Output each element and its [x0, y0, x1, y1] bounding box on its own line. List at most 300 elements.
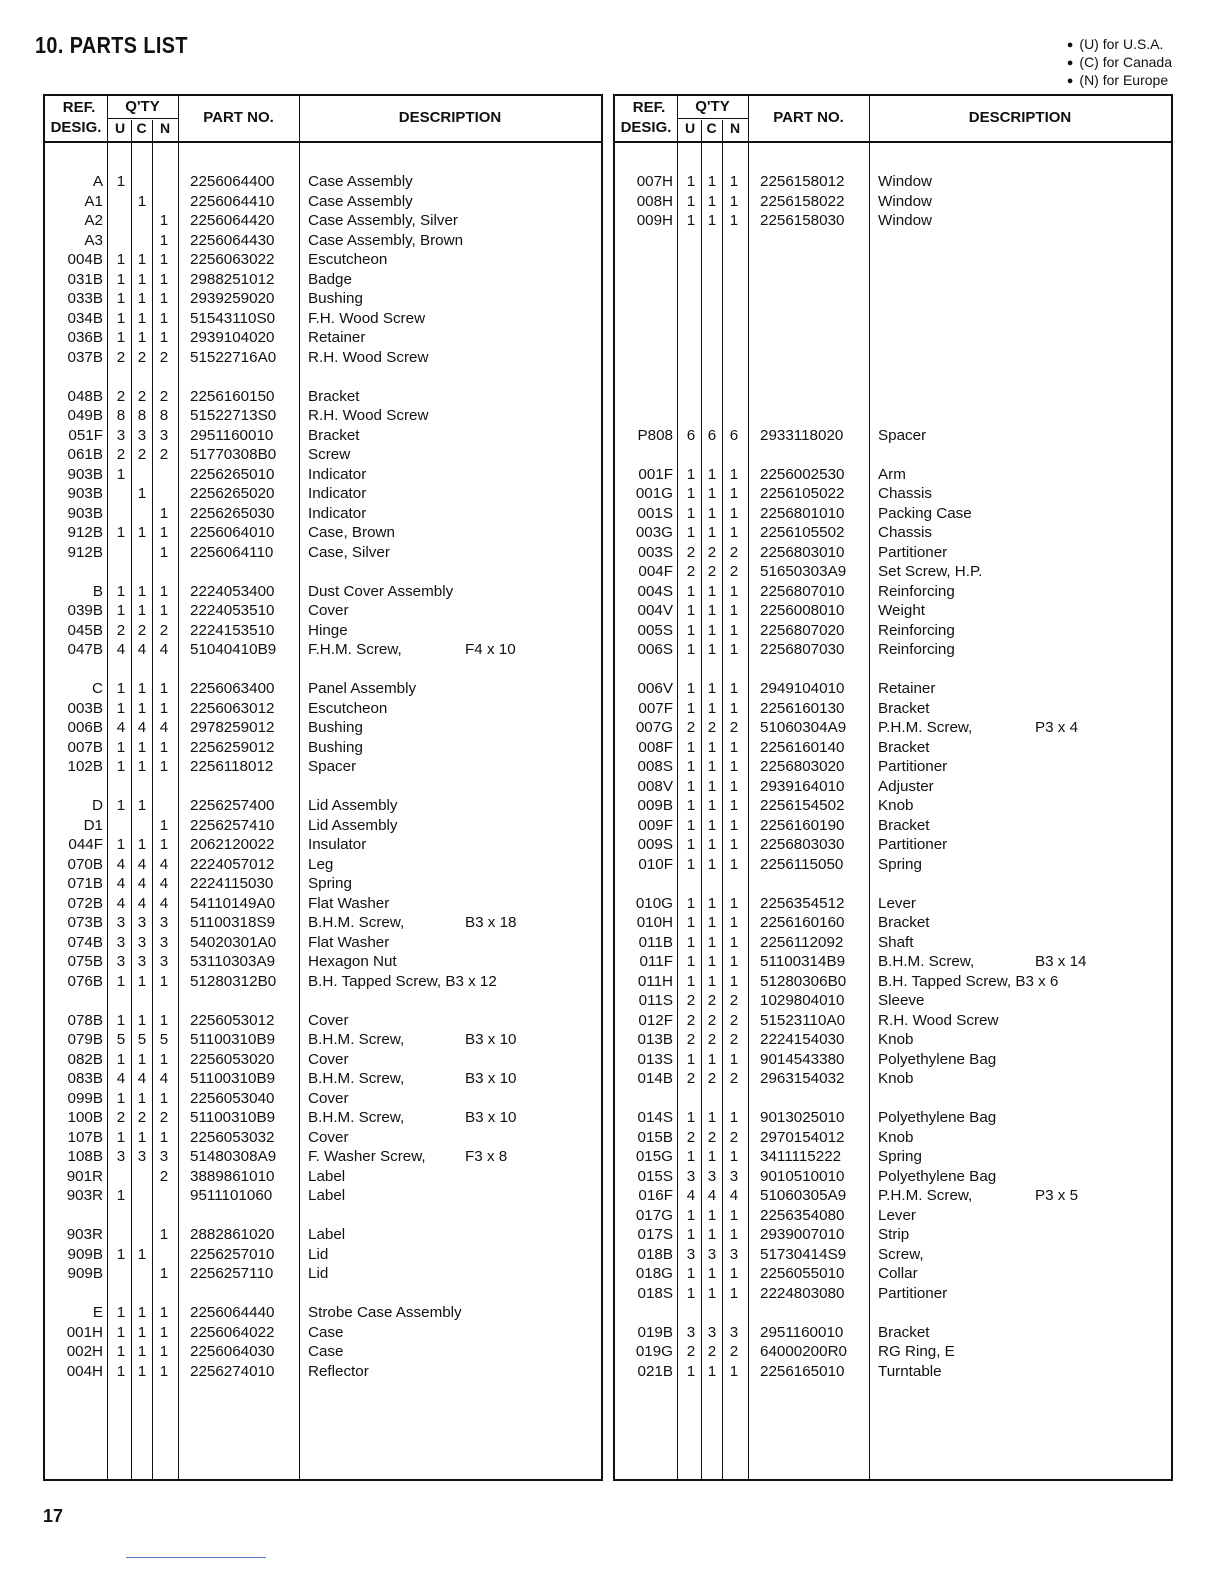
qty-c: 3	[707, 1245, 717, 1263]
part-number: 9511101060	[190, 1187, 273, 1204]
qty-c: 1	[707, 758, 717, 775]
qty-c: 1	[707, 504, 717, 522]
qty-u: 4	[116, 1070, 126, 1087]
ref-desig: 002H	[66, 1343, 103, 1360]
part-number: 51100318S9	[190, 914, 276, 931]
description: Chassis	[878, 485, 933, 502]
part-number: 2256053020	[190, 1050, 275, 1068]
part-number: 2256265020	[190, 485, 275, 502]
table-row	[45, 504, 601, 524]
qty-c: 4	[137, 641, 147, 658]
description: B.H.M. Screw,	[308, 1031, 405, 1048]
description: Polyethylene Bag	[878, 1167, 997, 1185]
qty-u: 2	[686, 1031, 696, 1048]
qty-n: 1	[159, 972, 169, 990]
table-row	[45, 1362, 601, 1382]
qty-n: 1	[729, 1362, 739, 1380]
qty-c: 1	[137, 758, 147, 775]
legend-europe: ● (N) for Europe	[1067, 72, 1172, 90]
description: Chassis	[878, 524, 933, 541]
table-row	[45, 406, 601, 426]
qty-u: 1	[686, 1362, 696, 1380]
qty-n: 2	[729, 1070, 739, 1087]
table-row	[45, 1108, 601, 1128]
qty-c: 2	[707, 1343, 717, 1360]
table-row	[615, 1206, 1171, 1226]
description: Arm	[878, 465, 906, 483]
qty-n: 2	[159, 348, 169, 366]
part-number: 51060305A9	[760, 1187, 847, 1204]
qty-n: 1	[729, 680, 739, 697]
table-row	[615, 426, 1171, 446]
part-number: 64000200R0	[760, 1343, 847, 1360]
qty-n: 3	[729, 1323, 739, 1341]
qty-c: 5	[137, 1031, 147, 1048]
header-description: DESCRIPTION	[398, 109, 502, 126]
ref-desig: 007G	[635, 719, 673, 736]
ref-desig: 004H	[66, 1362, 103, 1380]
description: Badge	[308, 270, 352, 288]
description: Reinforcing	[878, 582, 955, 600]
qty-c: 3	[707, 1167, 717, 1185]
part-number: 51480308A9	[190, 1148, 277, 1165]
qty-c: 1	[707, 602, 717, 619]
part-number: 2939259020	[190, 290, 275, 307]
part-number: 2256257010	[190, 1245, 275, 1263]
ref-desig: 014S	[637, 1109, 673, 1126]
qty-c: 1	[707, 621, 717, 639]
table-row	[615, 192, 1171, 212]
qty-u: 1	[116, 699, 126, 717]
qty-u: 4	[116, 719, 126, 736]
description: Lid	[308, 1245, 329, 1263]
qty-n: 1	[729, 758, 739, 775]
ref-desig: 001S	[637, 504, 673, 522]
qty-n: 3	[159, 1148, 169, 1165]
ref-desig: 004F	[638, 563, 673, 580]
qty-u: 1	[686, 933, 696, 951]
qty-n: 6	[729, 426, 739, 444]
table-row	[45, 543, 601, 563]
ref-desig: 072B	[67, 894, 103, 912]
spec: B3 x 10	[465, 1070, 517, 1087]
ref-desig: 007B	[67, 738, 103, 756]
part-number: 2256801010	[760, 504, 845, 522]
qty-n: 1	[159, 504, 169, 522]
qty-c: 1	[137, 329, 147, 346]
part-number: 2224053400	[190, 582, 275, 600]
qty-n: 1	[159, 1265, 169, 1282]
qty-c: 2	[137, 446, 147, 463]
header-c: C	[136, 120, 147, 136]
ref-desig: D1	[83, 816, 103, 834]
qty-u: 2	[686, 1011, 696, 1029]
table-header	[45, 96, 601, 143]
table-row	[615, 777, 1171, 797]
ref-desig: 078B	[67, 1011, 103, 1029]
table-row	[615, 504, 1171, 524]
description: Label	[308, 1226, 346, 1243]
qty-n: 1	[729, 1284, 739, 1302]
table-row	[45, 718, 601, 738]
table-row	[615, 211, 1171, 231]
header-qty: Q'TY	[125, 98, 160, 115]
table-row	[615, 1186, 1171, 1206]
qty-c: 1	[707, 485, 717, 502]
part-number: 2256354080	[760, 1206, 845, 1224]
qty-u: 8	[116, 407, 126, 424]
legend-canada: ● (C) for Canada	[1067, 54, 1172, 72]
qty-u: 3	[116, 953, 126, 970]
table-row	[45, 933, 601, 953]
part-number: 2256160130	[760, 699, 845, 717]
qty-u: 1	[116, 1304, 126, 1321]
table-row	[45, 328, 601, 348]
qty-n: 1	[729, 933, 739, 951]
table-row	[45, 426, 601, 446]
ref-desig: 049B	[67, 407, 103, 424]
description: Bushing	[308, 738, 363, 756]
description: Flat Washer	[308, 894, 390, 912]
description: B.H.M. Screw,	[308, 1109, 405, 1126]
header-u: U	[114, 120, 126, 136]
part-number: 2256064410	[190, 192, 275, 210]
description: Cover	[308, 1128, 349, 1146]
qty-u: 3	[116, 933, 126, 951]
qty-c: 1	[137, 680, 147, 697]
part-number: 2256064420	[190, 212, 275, 229]
table-row	[615, 1167, 1171, 1187]
qty-u: 3	[116, 1148, 126, 1165]
table-row	[615, 621, 1171, 641]
description: Hexagon Nut	[308, 953, 397, 970]
table-row	[45, 1069, 601, 1089]
part-number: 2963154032	[760, 1070, 845, 1087]
ref-desig: 070B	[67, 855, 103, 873]
parts-table-left	[43, 94, 603, 1481]
ref-desig: A2	[84, 212, 103, 229]
table-row	[615, 972, 1171, 992]
part-number: 2256158030	[760, 212, 845, 229]
description: Window	[878, 192, 933, 210]
description: Cover	[308, 1011, 349, 1029]
description: R.H. Wood Screw	[878, 1011, 999, 1029]
table-row	[615, 601, 1171, 621]
ref-desig: 004B	[67, 251, 103, 268]
qty-n: 1	[159, 1128, 169, 1146]
table-row	[45, 582, 601, 602]
qty-u: 1	[116, 1089, 126, 1107]
table-header	[615, 96, 1171, 143]
description: Adjuster	[878, 777, 934, 795]
header-divider	[107, 118, 178, 119]
qty-n: 2	[159, 1109, 169, 1126]
qty-n: 1	[159, 212, 169, 229]
description: Bracket	[308, 426, 360, 444]
header-ref: REF.	[632, 99, 666, 116]
ref-desig: 039B	[67, 602, 103, 619]
legend-usa: ● (U) for U.S.A.	[1067, 36, 1172, 54]
table-row	[45, 484, 601, 504]
part-number: 9013025010	[760, 1109, 845, 1126]
qty-n: 1	[729, 1148, 739, 1165]
description: Knob	[878, 1128, 914, 1146]
qty-n: 2	[729, 543, 739, 561]
country-legend	[1067, 36, 1172, 90]
part-number: 2224153510	[190, 621, 275, 639]
qty-c: 1	[137, 251, 147, 268]
table-row	[45, 1011, 601, 1031]
qty-n: 4	[159, 894, 169, 912]
description: Window	[878, 212, 933, 229]
qty-c: 2	[707, 1128, 717, 1146]
qty-n: 5	[159, 1031, 169, 1048]
description: Spacer	[308, 758, 357, 775]
part-number: 2062120022	[190, 836, 275, 853]
table-row	[45, 835, 601, 855]
part-number: 54110149A0	[190, 894, 276, 912]
qty-n: 1	[729, 524, 739, 541]
qty-c: 3	[137, 914, 147, 931]
part-number: 53110303A9	[190, 953, 276, 970]
qty-c: 1	[137, 1128, 147, 1146]
qty-u: 3	[686, 1323, 696, 1341]
qty-n: 1	[159, 1011, 169, 1029]
part-number: 2256807010	[760, 582, 845, 600]
ref-desig: 007F	[638, 699, 673, 717]
ref-desig: 003S	[637, 543, 673, 561]
ref-desig: 001H	[66, 1323, 103, 1341]
ref-desig: 009H	[636, 212, 673, 229]
part-number: 51040410B9	[190, 641, 277, 658]
part-number: 9010510010	[760, 1167, 845, 1185]
part-number: 9014543380	[760, 1050, 845, 1068]
qty-c: 1	[707, 914, 717, 931]
table-row	[615, 1225, 1171, 1245]
part-number: 2988251012	[190, 270, 275, 288]
part-number: 2970154012	[760, 1128, 845, 1146]
qty-n: 1	[159, 738, 169, 756]
ref-desig: 015B	[637, 1128, 673, 1146]
qty-c: 2	[707, 1011, 717, 1029]
part-number: 2256803010	[760, 543, 845, 561]
ref-desig: 004V	[637, 602, 673, 619]
ref-desig: B	[92, 582, 103, 600]
qty-n: 1	[729, 1206, 739, 1224]
qty-c: 1	[137, 1343, 147, 1360]
qty-u: 1	[686, 680, 696, 697]
qty-c: 1	[707, 738, 717, 756]
ref-desig: 006S	[637, 641, 673, 658]
part-number: 3411115222	[760, 1148, 842, 1165]
qty-c: 2	[137, 621, 147, 639]
table-row	[615, 1323, 1171, 1343]
qty-u: 1	[116, 582, 126, 600]
ref-desig: 008V	[637, 777, 673, 795]
qty-c: 4	[137, 894, 147, 912]
table-row	[45, 231, 601, 251]
spec: B3 x 18	[465, 914, 517, 931]
ref-desig: 071B	[67, 875, 103, 892]
table-row	[45, 913, 601, 933]
ref-desig: 019B	[637, 1323, 673, 1341]
qty-u: 1	[686, 972, 696, 990]
qty-c: 2	[707, 1031, 717, 1048]
qty-u: 1	[686, 738, 696, 756]
part-number: 1029804010	[760, 992, 845, 1009]
part-number: 51100314B9	[760, 953, 846, 970]
part-number: 3889861010	[190, 1167, 275, 1185]
table-row	[45, 874, 601, 894]
qty-n: 1	[729, 1226, 739, 1243]
qty-n: 1	[729, 855, 739, 873]
part-number: 2256112092	[760, 933, 844, 951]
part-number: 2256105022	[760, 485, 845, 502]
part-number: 2256803020	[760, 758, 845, 775]
header-qty: Q'TY	[695, 98, 730, 115]
qty-c: 1	[707, 1265, 717, 1282]
qty-n: 1	[159, 582, 169, 600]
qty-u: 2	[116, 387, 126, 405]
qty-u: 1	[686, 1109, 696, 1126]
description: Spacer	[878, 426, 927, 444]
ref-desig: 010H	[636, 914, 673, 931]
ref-desig: 018B	[637, 1245, 673, 1263]
table-row	[45, 1186, 601, 1206]
qty-u: 4	[116, 641, 126, 658]
qty-c: 2	[137, 387, 147, 405]
ref-desig: 099B	[67, 1089, 103, 1107]
part-number: 2949104010	[760, 680, 845, 697]
description: B.H.M. Screw,	[308, 1070, 405, 1087]
header-desig: DESIG.	[50, 119, 102, 136]
qty-u: 3	[686, 1167, 696, 1185]
qty-n: 1	[729, 465, 739, 483]
qty-c: 1	[137, 972, 147, 990]
part-number: 2256158022	[760, 192, 845, 210]
qty-n: 1	[159, 270, 169, 288]
qty-n: 1	[159, 524, 169, 541]
ref-desig: 074B	[67, 933, 103, 951]
qty-n: 1	[729, 777, 739, 795]
ref-desig: C	[92, 680, 103, 697]
qty-c: 3	[707, 1323, 717, 1341]
description: Weight	[878, 602, 925, 619]
table-row	[45, 348, 601, 368]
description: Partitioner	[878, 543, 948, 561]
qty-n: 1	[159, 699, 169, 717]
ref-desig: 003G	[635, 524, 673, 541]
part-number: 2256064030	[190, 1343, 275, 1360]
divider	[126, 1557, 266, 1558]
qty-u: 1	[116, 758, 126, 775]
description: F. Washer Screw,	[308, 1148, 426, 1165]
description: B.H. Tapped Screw, B3 x 12	[308, 972, 497, 990]
ref-desig: 014B	[637, 1070, 673, 1087]
qty-n: 1	[729, 894, 739, 912]
description: Escutcheon	[308, 251, 388, 268]
qty-c: 3	[137, 953, 147, 970]
qty-n: 1	[729, 602, 739, 619]
part-number: 2256803030	[760, 836, 845, 853]
spec: P3 x 4	[1035, 719, 1079, 736]
ref-desig: 008F	[638, 738, 673, 756]
ref-desig: 017G	[635, 1206, 673, 1224]
table-row	[45, 621, 601, 641]
table-row	[45, 289, 601, 309]
qty-n: 1	[159, 290, 169, 307]
qty-c: 4	[137, 875, 147, 892]
qty-c: 3	[137, 933, 147, 951]
part-number: 2256257110	[190, 1265, 274, 1282]
ref-desig: 108B	[67, 1148, 103, 1165]
qty-u: 4	[116, 875, 126, 892]
description: Collar	[878, 1265, 918, 1282]
qty-u: 2	[686, 1343, 696, 1360]
qty-u: 1	[686, 1226, 696, 1243]
qty-c: 1	[707, 212, 717, 229]
part-number: 51100310B9	[190, 1109, 276, 1126]
description: Spring	[308, 875, 352, 892]
part-number: 51730414S9	[760, 1245, 847, 1263]
part-number: 2256160160	[760, 914, 845, 931]
qty-c: 4	[137, 855, 147, 873]
description: Polyethylene Bag	[878, 1050, 997, 1068]
qty-u: 3	[116, 914, 126, 931]
description: Window	[878, 173, 933, 190]
table-row	[615, 855, 1171, 875]
qty-c: 1	[707, 1226, 717, 1243]
qty-u: 1	[686, 1148, 696, 1165]
part-number: 2256257400	[190, 797, 275, 814]
description: Cover	[308, 1089, 349, 1107]
description: F.H.M. Screw,	[308, 641, 402, 658]
qty-c: 1	[707, 894, 717, 912]
ref-desig: 044F	[68, 836, 103, 853]
part-number: 54020301A0	[190, 933, 277, 951]
ref-desig: 076B	[67, 972, 103, 990]
table-row	[45, 270, 601, 290]
qty-n: 2	[159, 387, 169, 405]
qty-u: 1	[116, 1011, 126, 1029]
ref-desig: 083B	[67, 1070, 103, 1087]
table-row	[615, 484, 1171, 504]
qty-c: 1	[707, 1050, 717, 1068]
description: Insulator	[308, 836, 367, 853]
qty-u: 2	[686, 563, 696, 580]
part-number: 2256105502	[760, 524, 845, 541]
header-n: N	[729, 120, 741, 136]
spec: P3 x 5	[1035, 1187, 1079, 1204]
part-number: 51060304A9	[760, 719, 847, 736]
ref-desig: 009S	[637, 836, 673, 853]
description: Packing Case	[878, 504, 972, 522]
ref-desig: 011S	[638, 992, 673, 1009]
table-row	[45, 445, 601, 465]
description: Sleeve	[878, 992, 925, 1009]
description: Case	[308, 1323, 344, 1341]
description: Lever	[878, 1206, 916, 1224]
part-number: 2256064022	[190, 1323, 275, 1341]
table-row	[615, 1284, 1171, 1304]
description: Case, Brown	[308, 524, 395, 541]
qty-u: 4	[116, 855, 126, 873]
qty-u: 2	[686, 543, 696, 561]
ref-desig: D	[92, 797, 103, 814]
description: Lid Assembly	[308, 816, 398, 834]
qty-n: 1	[729, 504, 739, 522]
qty-c: 1	[707, 836, 717, 853]
